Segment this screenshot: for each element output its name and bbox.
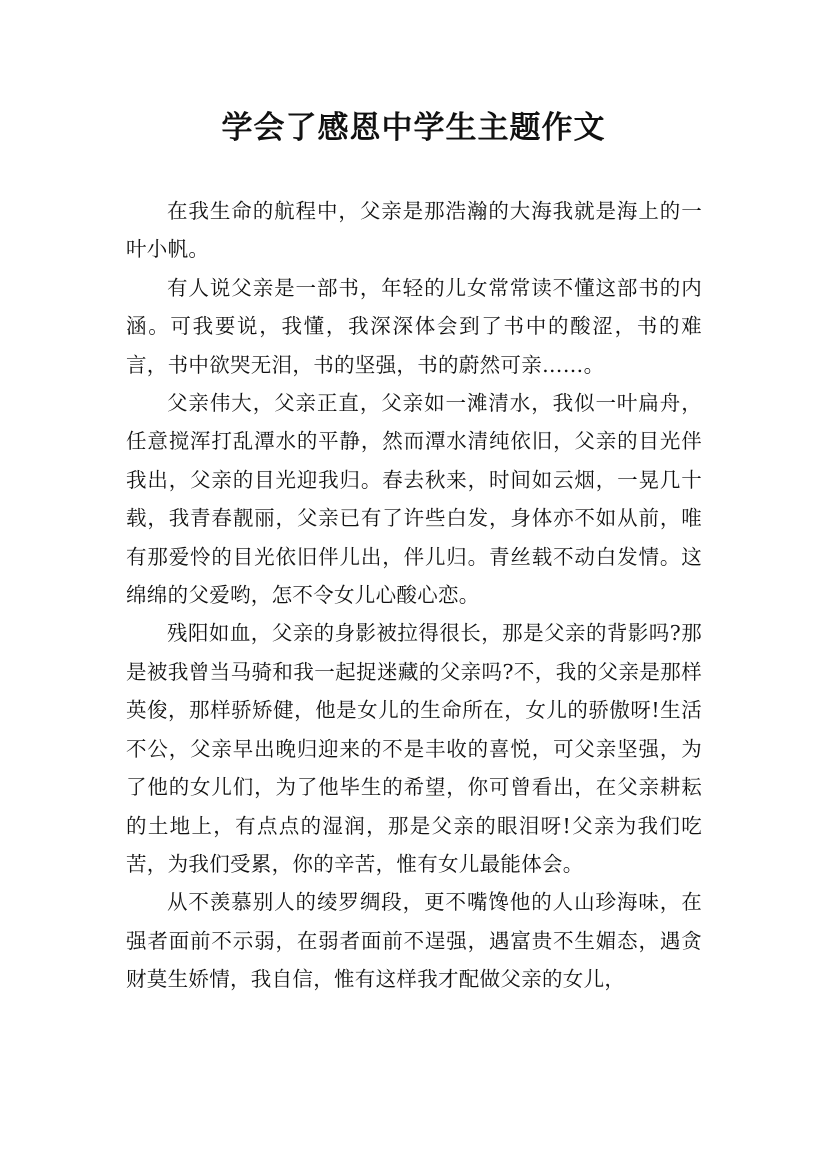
document-title: 学会了感恩中学生主题作文	[221, 110, 606, 146]
document-body	[126, 192, 702, 999]
paragraph: 父亲伟大，父亲正直，父亲如一滩清水，我似一叶扁舟，任意搅浑打乱潭水的平静，然而潭水清纯依旧，父亲的目光伴我出，父亲的目光迎我归。春去秋来，时间如云烟，一晃几十载，我青春靓丽，父亲已有了许些白发，身体亦不如从前，唯有那爱怜的目光依旧伴儿出，伴儿归。青丝载不动白发情。这绵绵的父爱哟，怎不令女儿心酸心恋。	[126, 391, 702, 608]
paragraph: 从不羡慕别人的绫罗绸段，更不嘴馋他的人山珍海味，在强者面前不示弱，在弱者面前不逞强，遇富贵不生媚态，遇贪财莫生娇情，我自信，惟有这样我才配做父亲的女儿，	[126, 890, 702, 992]
paragraph: 在我生命的航程中，父亲是那浩瀚的大海我就是海上的一叶小帆。	[126, 199, 702, 262]
paragraph: 残阳如血，父亲的身影被拉得很长，那是父亲的背影吗?那是被我曾当马骑和我一起捉迷藏的父亲吗?不，我的父亲是那样英俊，那样骄矫健，他是女儿的生命所在，女儿的骄傲呀!生活不公，父亲早出晚归迎来的不是丰收的喜悦，可父亲坚强，为了他的女儿们，为了他毕生的希望，你可曾看出，在父亲耕耘的土地上，有点点的湿润，那是父亲的眼泪呀!父亲为我们吃苦，为我们受累，你的辛苦，惟有女儿最能体会。	[126, 621, 702, 876]
paragraph: 有人说父亲是一部书，年轻的儿女常常读不懂这部书的内涵。可我要说，我懂，我深深体会到了书中的酸涩，书的难言，书中欲哭无泪，书的坚强，书的蔚然可亲……。	[126, 275, 702, 377]
